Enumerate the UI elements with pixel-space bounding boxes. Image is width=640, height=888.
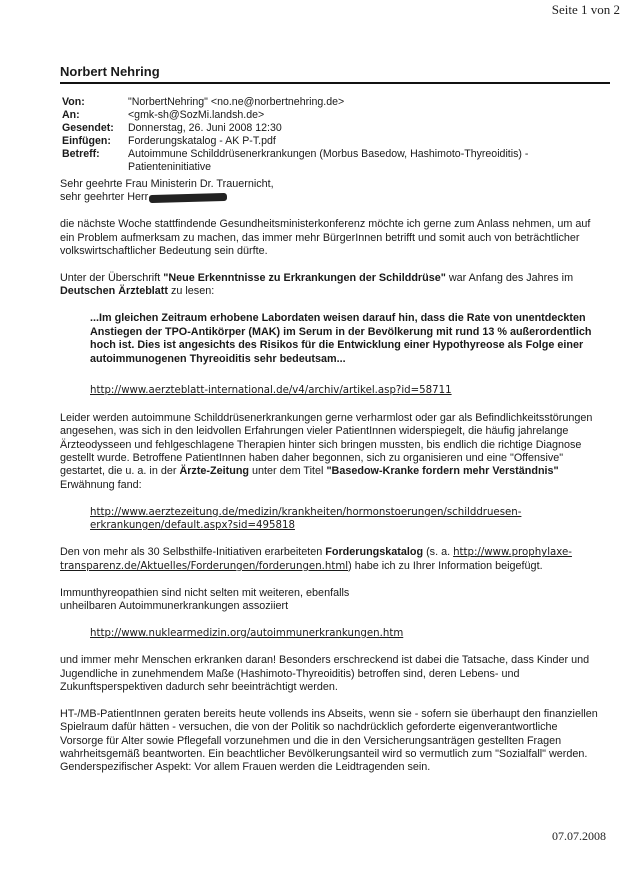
header-key: Betreff: [62, 148, 100, 160]
article-title: "Neue Erkenntnisse zu Erkrankungen der Schilddrüse" [163, 271, 446, 284]
article-title: "Basedow-Kranke fordern mehr Verständnis" [326, 465, 559, 478]
header-key: Gesendet: [62, 122, 114, 134]
letter-body [60, 178, 600, 788]
header-value: <gmk-sh@SozMi.landsh.de> [128, 109, 265, 121]
redaction-mark [149, 193, 227, 203]
journal-name: Deutschen Ärzteblatt [60, 285, 168, 298]
text: Leider werden autoimmune Schilddrüsenerkrankungen gerne verharmlost oder gar als Befindlichkeitsstörungen angesehen, was sich in den leidvollen Erfahrungen vieler PatientInnen widerspiegelt, die häufig jahrelange Ärzteodysseen und fehlgeschlagene Therapien hinter sich bringen mussten, bis endlich die richtige Diagnose gestellt wurde. Betroffene PatientInnen haben daher begonnen, sich zu organisieren und eine "Offensive" gestartet, die u. a. in der [60, 411, 593, 478]
article-link[interactable]: http://www.aerzteblatt-international.de/v4/archiv/artikel.asp?id=58711 [90, 385, 452, 397]
header-value: Forderungskatalog - AK P-T.pdf [128, 135, 276, 147]
salutation-line: Sehr geehrte Frau Ministerin Dr. Trauernicht, [60, 178, 274, 190]
text: Erwähnung fand: [60, 478, 142, 491]
header-sent [62, 122, 582, 135]
reference-link[interactable]: http://www.nuklearmedizin.org/autoimmunerkrankungen.htm [90, 627, 404, 639]
text: ) habe ich zu Ihrer Information beigefügt. [348, 559, 543, 572]
salutation [60, 178, 600, 205]
header-value: Autoimmune Schilddrüsenerkrankungen (Morbus Basedow, Hashimoto-Thyreoiditis) - Patienteninitiative [128, 148, 529, 173]
paragraph [60, 272, 600, 299]
header-key: Einfügen: [62, 135, 111, 147]
catalog-link[interactable]: http://www.prophylaxe-transparenz.de/Aktuelles/Forderungen/forderungen.html [60, 547, 572, 572]
text: (s. a. [423, 546, 454, 559]
header-subject [62, 148, 582, 174]
link-block [90, 506, 600, 533]
text: unter dem Titel [249, 465, 327, 478]
paragraph [60, 412, 600, 492]
header-value: Donnerstag, 26. Juni 2008 12:30 [128, 122, 282, 134]
text: zu lesen: [168, 285, 215, 298]
block-quote: ...Im gleichen Zeitraum erhobene Labordaten weisen darauf hin, dass die Rate von unentdeckten Anstiegen der TPO-Antikörper (MAK) im Serum in der Bevölkerung mit rund 13 % außerordentlich hoch ist. Dies ist angesichts des Risikos für die Entwicklung einer Hypothyreose als Folge einer autoimmunogenen Thyreoiditis sehr bedeutsam... [90, 312, 592, 365]
paragraph: die nächste Woche stattfindende Gesundheitsministerkonferenz möchte ich gerne zum Anlass nehmen, um auf ein Problem aufmerksam zu machen, das immer mehr BürgerInnen betrifft und somit auch von beträchtlicher volkswirtschaftlicher Bedeutung sein dürfte. [60, 218, 591, 258]
article-link[interactable]: http://www.aerztezeitung.de/medizin/krankheiten/hormonstoerungen/schilddruesen-erkrankungen/default.aspx?sid=495818 [90, 506, 522, 532]
sender-name: Norbert Nehring [60, 64, 160, 79]
header-to [62, 109, 582, 122]
journal-name: Ärzte-Zeitung [179, 465, 250, 478]
text: unheilbaren Autoimmunerkrankungen assoziiert [60, 600, 289, 613]
paragraph [60, 546, 600, 573]
text: Den von mehr als 30 Selbsthilfe-Initiativen erarbeiteten [60, 546, 326, 559]
link-block [90, 384, 600, 397]
salutation-line [60, 191, 600, 204]
text: war Anfang des Jahres im [445, 271, 574, 284]
link-block [90, 627, 600, 640]
header-attachment [62, 135, 582, 148]
header-value: "NorbertNehring" <no.ne@norbertnehring.de> [128, 96, 345, 108]
catalog-title: Forderungskatalog [325, 546, 424, 559]
text: Immunthyreopathien sind nicht selten mit weiteren, ebenfalls [60, 586, 350, 599]
email-headers [62, 96, 582, 174]
text: Unter der Überschrift [60, 271, 164, 284]
footer-date: 07.07.2008 [552, 829, 606, 843]
paragraph [60, 587, 600, 614]
divider [60, 82, 610, 84]
salutation-text: sehr geehrter Herr [60, 191, 149, 204]
paragraph: und immer mehr Menschen erkranken daran! Besonders erschreckend ist dabei die Tatsache, dass Kinder und Jugendliche in zunehmendem Maße (Hashimoto-Thyreoiditis) betroffen sind, deren Lebens- und Zukunftsperspektiven dadurch sehr beeinträchtigt werden. [60, 654, 590, 694]
page-number: Seite 1 von 2 [551, 2, 620, 17]
header-key: An: [62, 109, 80, 121]
header-key: Von: [62, 96, 85, 108]
paragraph: HT-/MB-PatientInnen geraten bereits heute vollends ins Abseits, wenn sie - sofern sie überhaupt den finanziellen Spielraum dafür hätten - versuchen, die von der Politik so nachdrücklich geforderte eigenverantwortliche Vorsorge für Alter sowie Pflegefall vorzunehmen und die in den Versicherungsanträgen gestellten Fragen wahrheitsgemäß beantworten. Ein beachtlicher Bevölkerungsanteil wird so vermutlich zum "Sozialfall" werden. Genderspezifischer Aspekt: Vor allem Frauen werden die Leidtragenden sein. [60, 707, 598, 774]
header-from [62, 96, 582, 109]
